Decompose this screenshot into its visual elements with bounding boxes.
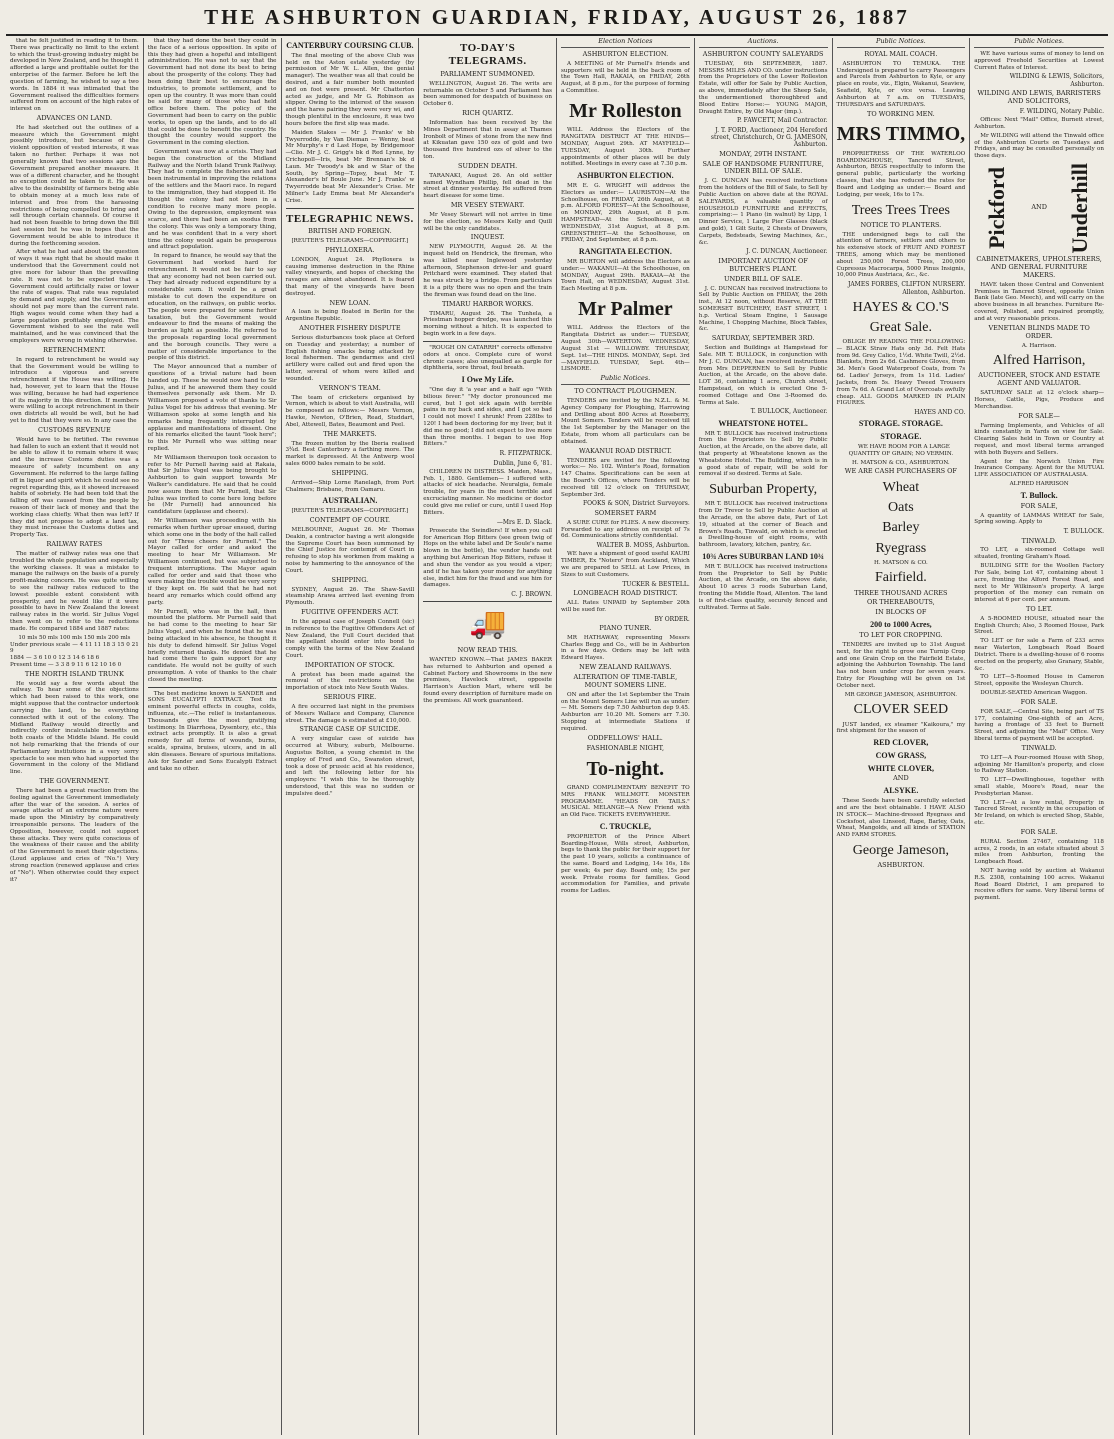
subheading: VERNON'S TEAM. <box>318 383 381 392</box>
article-text: Mr Williamson was proceeding with his remarks when further uproar ensued, during which some one in the body of the hall called out for "Three cheers for Purnell." The Mayor called for order and asked the meeting to hear Mr Williamson. Mr Williamson continued, but was subjected to frequent interruptions. The Mayor again called for order and said that those who were making the trouble would be very sorry if they kept on. He said that he had not heard any remarks which could offend any party. <box>147 518 277 606</box>
notice-text: MR E. G. WRIGHT will address the Electors as under:— LAURISTON—At the Schoolhouse, on FRIDAY, 26th August, at 8 p.m. ALFORD FOREST—At the Schoolhouse, on MONDAY, 29th August, at 8 p.m. HAMPSTEAD—At the Schoolhouse, on WEDNESDAY, 31st August, at 8 p.m. GREENSTREET—At the Schoolhouse, on FRIDAY, 2nd September, at 8 p.m. <box>561 182 690 244</box>
notice-text: DOUBLE-SEATED American Waggon. <box>980 689 1088 696</box>
subheading: RAILWAY RATES <box>46 540 103 549</box>
notice-text: TUESDAY, 6th SEPTEMBER, 1887. MESSRS MILES AND CO. under instructions from the Proprietors of the Lower Rolleston Estate, will offer for Sale by Public Auction, as above, immediately after the Sheep Sale, the undermentioned thoroughbred and Blood Entire Horse:— YOUNG MAJOR, Draught Entire, by Old Major (imp.). <box>698 60 828 115</box>
subheading: LONGBEACH ROAD DISTRICT. <box>573 589 678 597</box>
column-6 <box>695 38 833 1435</box>
subheading: CUSTOMS REVENUE <box>38 425 111 434</box>
column-8 <box>970 38 1108 1435</box>
article-text: The team of cricketers organised by Vernon, which is about to visit Australia, will be composed as follows:— Messrs Vernon, Hawke, Newton, O'Brien, Read, Studdart, Abel, Attewell, Bates, Beaumont and Peel. <box>285 394 415 428</box>
subheading: SERIOUS FIRE. <box>323 693 377 702</box>
headline: STORAGE. <box>880 432 922 442</box>
notice-text: RURAL Section 27467, containing 118 acres, 2 roods, in an estate situated about 3 miles from Ashburton, fronting the Longbeach Road. <box>974 838 1104 866</box>
notice-text: PROPRIETRESS OF THE WATERLOO BOARDINGHOUSE, Tancred Street, Ashburton, BEGS respectfully to inform the general public, particularly the working classes, that she has reduced the rates for Board and Lodging as under:— Board and Lodging, per week, 16s to 17s. <box>836 150 966 198</box>
headline: CANTERBURY COURSING CLUB. <box>286 41 414 50</box>
headline: C. TRUCKLE, <box>599 821 651 831</box>
notice-text: J. C. DUNCAN has received instructions from the holders of the Bill of Sale, to Sell by Public Auction on above date at the ROYAL SALEYARDS, a valuable quantity of HOUSEHOLD FURNITURE and EFFECTS, comprising:— 1 Piano (in walnut) by Lipp, 1 Dinner Service, 1 Large Pier Glasses (black and gold), 1 Gilt Suite, 2 Chests of Drawers, Carpets, Bedsteads, Sewing Machines, &c., &c. <box>698 178 828 246</box>
notice-text: A MEETING of Mr Purnell's friends and supporters will be held in the back room of the Town Hall, RAKAIA, on FRIDAY, 26th August, at 8 p.m., for the purpose of forming a Committee. <box>561 60 690 95</box>
signature: C. J. BROWN. <box>511 591 552 599</box>
signature: FOOKS & SON, District Surveyors. <box>582 500 690 508</box>
signature: F. WILDING, Notary Public. <box>1019 107 1104 115</box>
article-text: NEW PLYMOUTH, August 26. At the inquest held on Hendrick, the fireman, who was killed near Inglewood yesterday afternoon, Stephenson drive-ler and guard Pritchard were examined. They stated that he was struck by a bridge. From particulars it is a pity there was no open and the train the fireman was found dead on the line. <box>423 244 552 298</box>
dateline: Dublin, June 6, '81. <box>493 459 552 467</box>
notice-text: Section and Buildings at Hampstead for Sale. MR T. BULLOCK, in conjunction with Mr J. C. DUNCAN, has received instructions from Mrs DEPPERNEN to Sell by Public Auction, at the Arcade, on the above date. LOT 36, containing 1 acre, Church street, Hampstead, on which is erected One 5-roomed Cottage and One 3-Roomed do. Terms at Sale. <box>698 345 828 406</box>
article-text: After what he had said about the question of ways it was right that he should make it understood that the Government could not give more for labour than the prevailing rate. It was not to be expected that a Government could artificially raise or lower the rate of wages. That rate was regulated by demand and supply, and the Government should not pay more than the current rate. High wages would come when they had a large population profitably employed. The Government wished to see the rate well maintained, and he was convinced that the employers were wrong in wishing otherwise. <box>10 249 139 345</box>
section-header: Public Notices. <box>837 38 966 48</box>
notice-text: TO LET—5-Roomed House in Cameron Street, opposite the Wesleyan Church. <box>974 674 1104 688</box>
section-header: Election Notices <box>561 38 690 48</box>
headline: RED CLOVER, <box>873 738 929 748</box>
press-credit: [REUTER'S TELEGRAMS—COPYRIGHT.] <box>291 508 409 515</box>
article-text: Maiden Stakes — Mr J. Franks' w bb Twyerrodde, by Van Dieman — Wenny, beat Mr Murphy's r d Last Hope, by Bridgemoor—Clio. Mr J. C. Grigg's bk d Red Lynne, by Crichopoll—Iris, beat Mr Brennan's bk d Laun. Mr Twoody's bk and w Star of the South, by Spring—Topsy, beat Mr T. Alexander's bf Boule June. Mr J. Franks' w Twyerrodde beat Mr Alexander's Crise. Mr Milner's Lady Emma beat Mr Alexander's Crise. <box>285 129 415 204</box>
notice-text: Agent for the Norwich Union Fire Insurance Company. Agent for the MUTUAL LIFE ASSOCIATION OF AUSTRALASIA. <box>974 458 1104 479</box>
notice-text: Offices: Next "Mail" Office, Burnett street, Ashburton. <box>974 117 1104 130</box>
headline: ASHBURTON ELECTION. <box>577 171 674 181</box>
signature: R. FITZPATRICK. <box>499 450 552 458</box>
headline: 200 to 1000 Acres, <box>870 620 932 630</box>
notice-text: TO LET—At a low rental, Property in Tancred Street, recently in the occupation of Mr Ireland, on which is erected Shop, Stable, etc. <box>974 799 1104 827</box>
notice-text: Mr WILDING will attend the Tinwald office of the Ashburton Courts on Tuesdays and Fridays, and may be consulted personally on those days. <box>974 132 1104 160</box>
notice-text: WE HAVE ROOM FOR A LARGE QUANTITY OF GRAIN; NO VERMIN. <box>848 443 954 457</box>
article-text: The final meeting of the above Club was held on the Aston estate yesterday (by permission of Mr W. L. Allen, the genial manager). The weather was all that could be desired, and a fair number both mounted and on foot were present. Mr Chatterton acted as judge, and Mr G. Robinson as slipper. Owing to the interest of the season and the hares pairing they were very wi, and though plentiful in the enclosure, it was two hours before the first slip was made. <box>285 52 415 127</box>
banner-name: Pickford <box>984 167 1010 249</box>
headline: WHEATSTONE HOTEL. <box>718 418 808 428</box>
subheading: SHIPPING. <box>331 575 369 584</box>
subheading: STRANGE CASE OF SUICIDE. <box>299 725 401 734</box>
divider <box>148 687 277 688</box>
subheading: TINWALD. <box>1021 743 1057 752</box>
notice-text: ASHBURTON TO TEMUKA. THE Undersigned is prepared to carry Passengers and Parcels from Ashburton to Kyle, or any place en route, viz., Elgin, Wakanui, Seaview, Seafield, Kyle, or vice versa. Leaving Ashburton at 7 a.m. on TUESDAYS, THURSDAYS and SATURDAYS. <box>836 60 966 108</box>
subheading: SHIPPING. <box>331 468 369 477</box>
article-text: Mr Vesey Stewart will not arrive in time for the election, so Messrs Kelly and Quill will be the only candidates. <box>423 211 552 232</box>
column-4 <box>419 38 557 1435</box>
headline: Fairfield. <box>875 570 927 586</box>
advertisement-text: WANTED KNOWN.—That JAMES BAKER has returned to Ashburton and opened a Cabinet Factory and Showrooms in the new premises, Havelock street, opposite Harrison's Auction Mart, where will be found every description of furniture made on the premises. All work guaranteed. <box>423 656 552 704</box>
signature: BY ORDER. <box>654 615 690 623</box>
article-text: Serious disturbances took place at Orford on Tuesday and yesterday; a number of English fishing smacks being attacked by local fishermen. The gendarmes and civil artillery were called out and fired upon the latter, several of whom were killed and wounded. <box>285 335 415 382</box>
subheading: SUDDEN DEATH. <box>458 161 518 170</box>
subheading: SATURDAY, SEPTEMBER 3RD. <box>711 334 815 343</box>
subheading: AND <box>893 774 909 783</box>
article-text: The matter of railway rates was one that troubled the whole population and especially the working classes. It was a mistake to manage the railways on the basis of a purely profit-making concern. He was quite willing to see the railway rates reduced to the lowest possible extent consistent with prosperity, and he would like if it were possible to have in New Zealand the lowest railway rates in the world. Sir Julius Vogel then went on to refer to the reductions made. He compared 1884 and 1887 rates: <box>10 550 139 632</box>
columns <box>6 38 1108 1435</box>
subheading: ANOTHER FISHERY DISPUTE <box>299 324 401 333</box>
article-text: Would have to be fortified. The revenue had fallen to such an extent that it would not be able to allow it to remain where it was; and the increase Customs duties was a measure of safety incumbent on any Government. He referred to the large falling off in liquor and spirit which he could see no regret regarding this, as it showed increased habits of sobriety. He had been told that the falling off was caused from the people by reason of their lack of money and that the working class chiefly. What then was left? If they did not propose to adopt a land tax, they must increase the Customs duties and Property Tax. <box>10 436 139 539</box>
subheading: FOR SALE. <box>1020 697 1058 706</box>
headline: Trees Trees Trees <box>851 202 951 218</box>
notice-text: SATURDAY SALE at 12 o'clock sharp—Horses, Cattle, Pigs, Produce and Merchandise. <box>974 390 1104 410</box>
subheading: THE MARKETS. <box>323 429 377 438</box>
subheading: SOMERSET FARM <box>594 508 657 517</box>
signature: WALTER B. MOSS, Ashburton. <box>596 542 690 550</box>
signature: WILDING & LEWIS, Solicitors, Ashburton. <box>1009 73 1104 88</box>
wagon-icon: 🚚 <box>468 606 507 642</box>
subheading: THE NORTH ISLAND TRUNK <box>24 669 124 678</box>
subheading: UNDER BILL OF SALE. <box>723 274 803 283</box>
article-text: A fire occurred last night in the premises of Messrs Wallace and Company, Clarence street. The damage is estimated at £10,000. <box>285 704 415 724</box>
subheading: RICH QUARTZ. <box>462 108 514 117</box>
subheading: IN BLOCKS OF <box>875 608 927 617</box>
subheading: IMPORTANT AUCTION OF BUTCHER'S PLANT. <box>718 256 808 273</box>
headline: Mr Palmer <box>578 298 673 321</box>
subheading: CONTEMPT OF COURT. <box>309 515 391 524</box>
notice-text: MR HATHAWAY, representing Messrs Charles Begg and Co., will be in Ashburton in a few days. Orders may be left with Edward Hayes. <box>561 634 690 662</box>
notice-text: ALL Rates UNPAID by September 20th will be sued for. <box>561 599 690 613</box>
article-text: Government was now at a crisis. They had begun the construction of the Midland Railway and the North Island Trunk Railway. They had to complete the fisheries and had been instrumental in improving the relations of the settlers and the Maori race. In regard to the immigration, they had stopped it. He thought the colony had not been in a condition to receive many more people. Owing to the depression, employment was scarce, and there had been an exodus from the colony. This was only a temporary thing, and he was confident that in a very short time the colony would again be prosperous and attract population. <box>147 149 277 251</box>
signature: P. FAWCETT, Mail Contractor. <box>737 117 828 125</box>
headline: CLOVER SEED <box>853 702 949 718</box>
notice-text: MR T. BULLOCK has received instructions from the Proprietor to Sell by Public Auction, at the Arcade, on the above date, About 10 acres 3 roods Suburban Land, fronting the Middle Road, Allenton. The land is of first-class quality, securely fenced and cultivated. Terms at Sale. <box>698 563 828 611</box>
notice-text: HAVE taken those Central and Convenient Premises in Tancred Street, opposite Union Bank (late Geo. Meech), and will carry on the above business in all branches. Furniture Re-covered, Polished, and repaired promptly, and at very reasonable prices. <box>974 281 1104 322</box>
divider <box>423 601 552 602</box>
banner-and: AND <box>1031 203 1047 212</box>
notice-text: TENDERS are invited by the N.Z.L. & M. Agency Company for Ploughing, Harrowing and Drilling about 800 Acres at Roseberry, Mount Somers. Tenders will be received till the 1st September by the Manager on the Estate, from whom all particulars can be obtained. <box>561 397 690 445</box>
headline: RANGITATA ELECTION. <box>578 247 672 257</box>
subheading: AUCTIONEER, STOCK AND ESTATE AGENT AND VALUATOR. <box>978 371 1101 388</box>
signature: JAMES FORBES, CLIFTON NURSERY. Allenton, Ashburton. <box>847 281 966 296</box>
notice-text: TO LET, a six-roomed Cottage well situated, fronting Graham's Road. <box>974 547 1104 561</box>
subheading: WAKANUI ROAD DISTRICT. <box>578 446 672 455</box>
subheading: SALE OF HANDSOME FURNITURE, UNDER BILL OF SALE. <box>702 159 824 176</box>
headline: STORAGE. STORAGE. <box>858 419 943 429</box>
subheading: NEW LOAN. <box>329 298 371 307</box>
article-text: In regard to finance, he would say that the Government had worked hard for retrenchment. It would not be fair to say that any economy had not been carried out. They had already reduced expenditure by a considerable sum. It would be a great mistake to cut down the expenditure on education, on the railways, on public works. The people were prepared for some further taxation, but the Government would endeavour to find the means of making the burden as light as possible. He referred to the proposals regarding local government and the borough councils. They were a matter of considerable importance to the people of this district. <box>147 253 277 362</box>
headline: TELEGRAPHIC NEWS. <box>286 212 414 225</box>
signature: T. BULLOCK. <box>1063 528 1104 536</box>
notice-text: OBLIGE BY READING THE FOLLOWING:— BLACK Straw Hats only 3d. Felt Hats from 9d. Grey Calico, 1½d. White Twill, 2½d. Blankets, from 2s 6d. Cashmere Gloves, from 3d. Men's Good Waterproof Coats, from 7s 6d. Ladies' Jerseys, from 1s 11d. Ladies' Jackets, from 5s. Heavy Tweed Trousers from 7s 6d. A Grand Lot of Overcoats awfully cheap. ALL GOODS MARKED IN PLAIN FIGURES. <box>836 339 966 407</box>
subheading: TO CONTRACT PLOUGHMEN. <box>574 387 677 396</box>
subheading: FASHIONABLE NIGHT, <box>586 743 665 752</box>
article-text: A protest has been made against the removal of the restrictions on the importation of stock into New South Wales. <box>285 671 415 692</box>
subheading: FOR SALE. <box>1020 827 1058 836</box>
headline: HAYES & CO.'S <box>852 299 950 315</box>
notice-text: GRAND COMPLIMENTARY BENEFIT TO MRS FRANK WILLMOTT. MONSTER PROGRAMME. "HEADS OR TAILS." MUSICAL MELANGE—A New Friend with an Old Face. TICKETS EVERYWHERE. <box>561 784 690 819</box>
article-text: TARANAKI, August 26. An old settler named Wyndham Phillip, fell dead in the street at dinner yesterday. He suffered from heart disease for some time. <box>423 172 552 200</box>
headline: Ryegrass <box>875 540 927 556</box>
divider <box>286 208 415 209</box>
subheading: NOW READ THIS. <box>457 646 518 655</box>
notice-text: MR T. BULLOCK has received instructions from the Proprietors to Sell by Public Auction, at the Arcade, on the above date, all that property at Wheatstone known as the Wheatstone Hotel. The Building, which is in a good state of repair, will be sold for removal if so desired. Terms at Sale. <box>698 430 828 478</box>
headline: Great Sale. <box>869 319 932 335</box>
headline: Wheat <box>882 480 920 496</box>
signature: H. MATSON & CO., ASHBURTON. <box>852 459 950 466</box>
headline: COW GRASS, <box>875 750 927 760</box>
signature: TUCKER & BESTELL. <box>622 580 690 588</box>
banner-name: Underhill <box>1067 162 1093 254</box>
column-5 <box>557 38 695 1435</box>
notice-text: TO LET—A Four-roomed House with Shop, adjoining Mr Hamilton's property, and close to Railway Station. <box>974 754 1104 775</box>
subheading: PARLIAMENT SUMMONED. <box>440 69 535 78</box>
article-text: Prosecute the Swindlers! If when you call for American Hop Bitters (see green twig of Hops on the white label and Dr Soule's name blown in the bottle), the vendor hands out anything but American Hop Bitters, refuse it and shun the vendor as you would a viper; and if he has taken your money for anything else, indict him for the fraud and sue him for damages. <box>423 527 552 589</box>
divider <box>423 341 552 342</box>
headline: TO-DAY'S TELEGRAMS. <box>448 42 527 68</box>
rate-table-header: 10 mls 50 mls 100 mls 150 mls 200 mls <box>18 634 131 641</box>
signature: H. MATSON & CO. <box>873 559 928 566</box>
subheading: TO WORKING MEN. <box>867 109 935 118</box>
notice-text: JUST landed, ex steamer "Kaikoura," my first shipment for the season of <box>836 721 966 735</box>
article-text: that they had done the best they could in the face of a serious opposition. In spite of this they had given a hopeful and intelligent administration. He was not to say that the Government had not done its best to bring about the prosperity of the colony. They had been doing their best to encourage the industries, to promote settlement, and to open up the country. It was more than could be said for many of those who had held office before them. The policy of the Government had been to carry on the public works, to open up the lands, and to do all that could be done to benefit the country. He thought the country would support the Government in the coming election. <box>147 38 277 147</box>
masthead-title: THE ASHBURTON GUARDIAN, FRIDAY, AUGUST 26, 1887 <box>6 0 1108 36</box>
headline: George Jameson, <box>852 842 949 858</box>
subheading: ADVANCES ON LAND. <box>36 113 113 122</box>
subheading: RETRENCHMENT. <box>43 345 106 354</box>
subheading: MONDAY, 29TH INSTANT. <box>719 149 807 158</box>
column-2 <box>144 38 282 1435</box>
headline: Mr Rolleston <box>569 99 682 122</box>
subheading: NOTICE TO PLANTERS. <box>860 220 942 229</box>
signature: —Mrs E. D. Slack. <box>496 518 552 526</box>
notice-text: TENDERS are invited up to 31st August next, for the right to grow one Turnip Crop and one Grain Crop on the Fairfield Estate, adjoining the Ashburton Township. The land has not been under crop for seven years. Entry for Ploughing will be given on 1st October next. <box>836 641 966 689</box>
article-text: that he felt justified in reading it to them. There was practically no limit to the extent to which the trust-growing industry might be developed in New Zealand, and he thought it afforded a large and profitable outlet for the enterprise of the farmer. Before he left the question of farming, he wished to say a two words. In 1884 it was intimated that the Government realised the difficulties formers suffered from on account of the high rates of interest on <box>10 38 139 113</box>
notice-text: WE have various sums of money to lend on approved Freehold Securities at Lowest Current Rates of Interest. <box>974 50 1104 71</box>
article-text: MELBOURNE, August 26. Mr Thomas Deakin, a contractor having a writ alongside the Supreme Court has been summoned by the Chief Justice for contempt of Court in refusing to stop his workmen from making a noise by hammering to the annoyance of the Court. <box>285 526 415 574</box>
article-text: A loan is being floated in Berlin for the Argentine Republic. <box>285 309 415 323</box>
pickford-underhill-banner <box>974 162 1104 254</box>
headline: ALSYKE. <box>883 786 919 796</box>
headline: MRS TIMMO, <box>836 123 966 146</box>
section-header: Public Notices. <box>561 375 690 385</box>
notice-text: WE have a shipment of good useful KAURI TIMBER, Ex "Notero" from Auckland, Which we are prepared to SELL at Low Prices, in Sizes to suit Customers. <box>561 551 690 578</box>
subheading: CABINETMAKERS, UPHOLSTERERS, AND GENERAL FURNITURE MAKERS. <box>976 255 1102 279</box>
subheading: WE ARE CASH PURCHASERS OF <box>844 467 957 476</box>
subheading: FOR SALE, <box>1020 501 1058 510</box>
article-text: He had sketched out the outlines of a measure which the Government might possibly introduce, but because of the violent opposition of vested interests, it was taken no further. Perhaps it was not generally known that two sessions ago the Government prepared another measure. It was of a different character, and he thought no exception could be taken to it. He was alive to the desirability of farmers being able to obtain money at a much less rate of interest and free from the harassing restrictions of being compelled to bring and sell through certain channels. Of course it had not been feasible to bring down the Bill last session but he was in hopes that the Government would be able to introduce it during the forthcoming session. <box>10 124 139 247</box>
subheading: TINWALD. <box>1021 536 1057 545</box>
headline: To-night. <box>586 757 665 780</box>
subheading: BRITISH AND FOREIGN. <box>308 227 392 236</box>
subheading: ROYAL MAIL COACH. <box>864 49 938 58</box>
column-3 <box>282 38 420 1435</box>
subheading: WILDING AND LEWIS, BARRISTERS AND SOLICITORS, <box>977 88 1101 105</box>
signature: J. T. FORD, Auctioneer, 204 Hereford street, Christchurch, Or G. JAMESON, Ashburton. <box>710 126 828 149</box>
article-text: There had been a great reaction from the feeling against the Government immediately after the war of the session. A series of savage attacks of an extreme nature were made upon the Ministry by comparatively irresponsible persons. The leaders of the Opposition, however, could not support these attacks. They were quite conscious of the weakness of their cause and the ability of the Government to meet their objections. (Loud applause and cries of "No.") Very strong reaction (renewed applause and cries of "No"). When otherwise could they expect it? <box>10 787 139 883</box>
article-text: SYDNEY, August 26. The Shaw-Savill steamship Arawa arrived last evening from Plymouth. <box>285 586 415 607</box>
subheading: ASHBURTON ELECTION. <box>582 49 669 58</box>
subheading: THREE THOUSAND ACRES <box>854 588 948 597</box>
rate-table-row: 1884 — 3 6 10 0 12 3 14 6 18 6 <box>10 655 100 662</box>
article-text: In regard to retrenchment he would say that the Government would be willing to introduce a vigorous and severe retrenchment if the House was willing. He had, however, yet to learn that the House was willing, because he had had experience of its majority in this direction. If members were willing to accept retrenchment in their own districts all would be well, but he had yet to find that they were so. In any case the <box>10 356 139 425</box>
notice-text: MR T. BULLOCK has received instructions from Dr Trevor to Sell by Public Auction at the Arcade, on the above date, Part of Lot 19, situated at the corner of Beach and Brown's Roads, Tinwald, on which is erected a Dwelling-house of eight rooms, with bathroom, lavatory, kitchen, pantry, &c. <box>698 501 828 549</box>
subheading: THE GOVERNMENT. <box>39 777 110 786</box>
subheading: PIANO TUNER. <box>599 623 652 632</box>
column-7 <box>833 38 971 1435</box>
article-text: Arrived—Ship Lorne Ranelagh, from Port Chalmers; Brisbane, from Oamaru. <box>285 479 415 493</box>
subheading: TO LET. <box>1026 604 1053 613</box>
article-text: WELLINGTON, August 26. The writs are returnable on October 5 and Parliament has been summoned for despatch of business on October 6. <box>423 80 552 108</box>
article-text: TIMARU, August 26. The Tunhela, a Priestman hopper dredge, was launched this morning without a hitch. It is expected to begin work in a few days. <box>423 310 552 338</box>
notice-text: These Seeds have been carefully selected and are the best obtainable. I HAVE ALSO IN STOCK— Machine-dressed Ryegrass and Cocksfoot, also Linseed, Rape, Barley, Oats, Wheat, Mangolds, and all kinds of STATION AND FARM STORES. <box>836 798 966 839</box>
article-text: CHILDREN IN DISTRESS. Maiden, Mass., Feb. 1, 1880. Gentlemen— I suffered with attacks of sick headache. Neuralgia, female trouble, for years in the most terrible and excruciating manner. No medicine or doctor could give me relief or cure, until I used Hop Bitters. <box>423 468 552 516</box>
notice-text: NOT having sold by auction at Wakanui R.S. 2308, containing 100 acres. Wakanui Road Board District, I am prepared to receive offers for same. Very liberal terms of payment. <box>974 868 1104 902</box>
headline: 10¾ Acres SUBURBAN LAND 10¾ <box>702 552 824 561</box>
notice-text: WILL Address the Electors of the Rangitata District as under:— TUESDAY, August 30th—WATERTON. WEDNESDAY, August 31st — WILLOWBY. THURSDAY, Sept. 1st—THE HINDS. MONDAY, Sept. 3rd—MAYFIELD. TUESDAY, Sept. 4th—LISMORE. <box>561 325 690 373</box>
headline: T. Bullock. <box>1020 490 1058 500</box>
headline: Alfred Harrison, <box>992 353 1086 369</box>
rate-table-row: Present time — 3 3 8 9 11 6 12 10 16 0 <box>10 661 122 668</box>
article-text: Mr Williamson thereupon took occasion to refer to Mr Purnell having said at Rakaia, that Sir Julius Vogel was being brought to Ashburton to gain support towards Mr Walker's candidature. He said that he could now assure them that Mr Purnell, that Sir Julius was invited to come here long before he (Mr Purnell) had announced his candidature (applause and cheers). <box>147 454 277 516</box>
notice-text: PROPRIETOR of the Prince Albert Boarding-House, Wills street, Ashburton, begs to thank the public for their support for the past 10 years, solicits a continuance of the same. Board and Lodging, 14s 16s, 18s per week; 4s per day. Board only, 15s per week. Private rooms for families. Good accommodation for Families, and private rooms for Ladies. <box>561 833 690 895</box>
notice-text: MR BURTON will address the Electors as under:— WAKANUI—At the Schoolhouse, on MONDAY, August 29th. RAKAIA—At the Town Hall, on WEDNESDAY, August 31st. Each Meeting at 8 p.m. <box>561 258 690 293</box>
notice-text: Farming Implements, and Vehicles of all kinds constantly in Yards on view for Sale. Clearing Sales held in Town or Country at request, and most liberal terms arranged with both Buyers and Sellers. <box>974 422 1104 456</box>
notice-text: A 5-ROOMED HOUSE, situated near the English Church; Also, 3 Roomed House, Park Street. <box>974 615 1104 636</box>
press-credit: [REUTER'S TELEGRAMS—COPYRIGHT.] <box>291 237 409 244</box>
subheading: ASHBURTON COUNTY SALEYARDS <box>702 49 824 58</box>
signature: J. C. DUNCAN, Auctioneer. <box>746 248 828 256</box>
notice-text: J. C. DUNCAN has received instructions to Sell by Public Auction on FRIDAY, the 26th inst., At 12 noon, without Reserve, AT THE SOMERSET BUTCHERY, EAST STREET, 1 h.p. Vertical Steam Engine, 1 Sausage Machine, 1 Chopping Machine, Block Tables, &c. <box>698 285 828 333</box>
rate-table-row: Under previous scale — 4 11 11 18 3 15 0 21 9 <box>10 641 139 655</box>
article-text: LONDON, August 24. Phylloxera is causing immense destruction in the Rhine valley vineyards, and hopes of checking the ravages are almost abandoned. It is feared that many of the vineyards have been destroyed. <box>285 256 415 297</box>
headline: I Owe My Life. <box>461 375 514 385</box>
section-header: Public Notices. <box>974 38 1104 48</box>
subheading: VENETIAN BLINDS MADE TO ORDER. <box>988 323 1090 340</box>
article-text: A very singular case of suicide has occurred at Wibury, suburb, Melbourne. Augustus Bolton, a young chemist in the employ of Fred and Co., Swanston street, took a dose of prussic acid at his residence, and left the following letter for his employers: "I wish this to be thoroughly understood, that this was no sudden or impulsive deed." <box>285 736 415 797</box>
notice-text: WILL Address the Electors of the RANGITATA DISTRICT AT THE HINDS—MONDAY, August 29th. AT MAYFIELD—TUESDAY, August 30th. Further appointments of other places will be duly notified. Meetings in every case at 7.30 p.m. <box>561 127 690 168</box>
column-1 <box>6 38 144 1435</box>
headline: Suburban Property, <box>709 482 818 498</box>
signature: ALFRED HARRISON <box>1009 481 1069 488</box>
article-text: "One day it 'a year and a half ago "With bilious fever." "My doctor pronounced me cured, but I got sick again with terrible pains in my back and sides, and I got so bad I could not move! I shrunk! From 228lbs to 120! I had been doctoring for my liver, but it did me no good; I did not expect to live more than three months. I began to use Hop Bitters." <box>423 386 552 448</box>
subheading: TO LET FOR CROPPING. <box>859 631 943 640</box>
article-text: He would say a few words about the railway. To hear some of the objections which had been raised to this work, one might suppose that the contractor undertook carrying the land, to be everything connected with it out of the colony. The Midland Railway would directly and indirectly confer incalculable benefits on both coasts of the Middle Island. He could not help remarking that the friends of our Parliamentary institutions in a very sorry spectacle to see men who had supported the Government in the colony of the Midland line. <box>10 680 139 776</box>
article-text: In the appeal case of Joseph Connell (sic) in reference to the Fugitive Offenders Act of New Zealand, the Full Court decided that the appellant should enter into bond to comply with the terms of the New Zealand Court. <box>285 618 415 659</box>
subheading: TIMARU HARBOR WORKS. <box>442 299 534 308</box>
subheading: ASHBURTON. <box>877 861 925 870</box>
headline: Oats <box>888 500 914 516</box>
article-text: The frozen mutton by the Iberia realised 3¾d. Best Canterbury a farthing more. The market is depressed. At the Antwerp wool sales 6000 bales remain to be sold. <box>285 440 415 468</box>
headline: WHITE CLOVER, <box>867 763 934 773</box>
article-text: The Mayor announced that a number of questions of a trivial nature had been handed up. These he would now hand to Sir Julius, and if he answered them they could themselves personally ask them. Mr D. Williamson proposed a vote of thanks to Sir Julius Vogel for his address that evening. Mr Williamson spoke at some length and his remarks being frequently interrupted by applause and manifestations of dissent. One of his remarks elicited the taunt "look here"; to this Mr Purnell who was sitting near replied. <box>147 364 277 452</box>
article-text: Information has been received by the Mines Department that in assay at Thames Ironbolt of Mines of stone from the new find at Kikuatan gave 150 ozs of gold and two thousand five hundred ozs of silver to the ton. <box>423 119 552 160</box>
subheading: FUGITIVE OFFENDERS ACT. <box>301 607 399 616</box>
subheading: INQUEST. <box>470 233 505 242</box>
subheading: FOR SALE— <box>1018 411 1060 420</box>
headline: AUSTRALIAN. <box>322 496 378 506</box>
notice-text: TO LET—Dwellinghouse, together with small stable, Moore's Road, near the Presbyterian Manse. <box>974 777 1104 797</box>
notice-text: TENDERS are invited for the following works:— No. 102. Winter's Road, formation 147 Chains. Specifications can be seen at the Board's Offices, where Tenders will be received till 12 o'clock on THURSDAY, September 3rd. <box>561 457 690 498</box>
notice-text: BUILDING SITE for the Woollen Factory For Sale, being Lot 47, containing about 1 acre, fronting the Alford Forest Road, and next to Mr Wilkinson's property. A large proportion of the money can remain on interest at 6 per cent. per annum. <box>974 563 1104 604</box>
notice-text: FOR SALE,—Central Site, being part of TS 177, containing One-eighth of an Acre, having a frontage of 33 feet to Burnett Street, and adjoining the "Mail" Office. Very liberal terms of payment will be accepted. <box>974 708 1104 742</box>
article-text: Mr Purnell, who was in the hall, then mounted the platform. Mr Purnell said that he had come to the meeting to hear Sir Julius Vogel, and when he found that he was being attacked in his absence, he thought it his duty to defend himself. Sir Julius Vogel briefly returned thanks. He denied that he had come there to gain support for any candidate. He would not be guilty of such presumption. A vote of thanks to the chair closed the meeting. <box>147 608 277 683</box>
subheading: ALTERATION OF TIME-TABLE, MOUNT SOMERS LINE. <box>573 672 678 689</box>
headline: Barley <box>882 520 920 536</box>
signature: A. Harrison. <box>1021 342 1057 349</box>
subheading: OR THEREABOUTS, <box>867 598 935 607</box>
notice-text: THE undersigned begs to call the attention of farmers, settlers and others to his extensive stock of FRUIT AND FOREST TREES, among which may be mentioned about 250,000 Forest Trees, 200,000 Cupressus Macrocarpa, 5000 Pinus Insignis, 10,000 Pinus Austriaca, &c., &c. <box>836 231 966 279</box>
notice-text: ON and after the 1st September the Train on the Mount Somers Line will run as under:— Mt. Somers dep 7.50 Ashburton dep 9.45. Ashburton arr 10.20 Mt. Somers arr 7.30. Stopping at intermediate Stations if required. <box>561 691 690 732</box>
signature: MR GEORGE JAMESON, ASHBURTON. <box>844 691 958 698</box>
subheading: MR VESEY STEWART. <box>450 200 525 209</box>
advertisement-text: "ROUGH ON CATARRH" corrects offensive odors at once. Complete cure of worst chronic cases; also unequalled as gargle for diphtheria, sore throat, foul breath. <box>423 344 552 372</box>
signature: HAYES AND CO. <box>914 409 966 417</box>
subheading: NEW ZEALAND RAILWAYS. <box>579 663 672 672</box>
notice-text: TO LET or for sale a Farm of 233 acres near Waterton, Longbeach Road Board District. There is a dwelling-house of 6 rooms erected on the property, also Granary, Stable, &c. <box>974 638 1104 672</box>
signature: T. BULLOCK, Auctioneer. <box>750 408 828 416</box>
subheading: ODDFELLOWS' HALL. <box>587 733 663 742</box>
section-header: Auctions. <box>699 38 828 48</box>
notice-text: A quantity of LAMMAS WHEAT for Sale, Spring sowing. Apply to <box>974 512 1104 526</box>
advertisement-text: The best medicine known is SANDER and SONS EUCALYPTI EXTRACT. Test its eminent powerful effects in coughs, colds, influenza, etc.—The relief is instantaneous. Thousands give the most gratifying testimony. In Diarrhoea, Dysentery, etc., this extract acts promptly. It is also a great remedy for all forms of wounds, burns, scalds, sprains, bruises, ulcers, and in all skin diseases. Beware of spurious imitations. Ask for Sander and Sons Eucalypti Extract and take no other. <box>147 690 277 772</box>
subheading: PHYLLOXERA. <box>325 245 375 254</box>
notice-text: A SURE CURE for FLIES. A new discovery. Forwarded to any address on receipt of 7s 6d. Communications strictly confidential. <box>561 519 690 540</box>
subheading: IMPORTATION OF STOCK. <box>304 660 395 669</box>
